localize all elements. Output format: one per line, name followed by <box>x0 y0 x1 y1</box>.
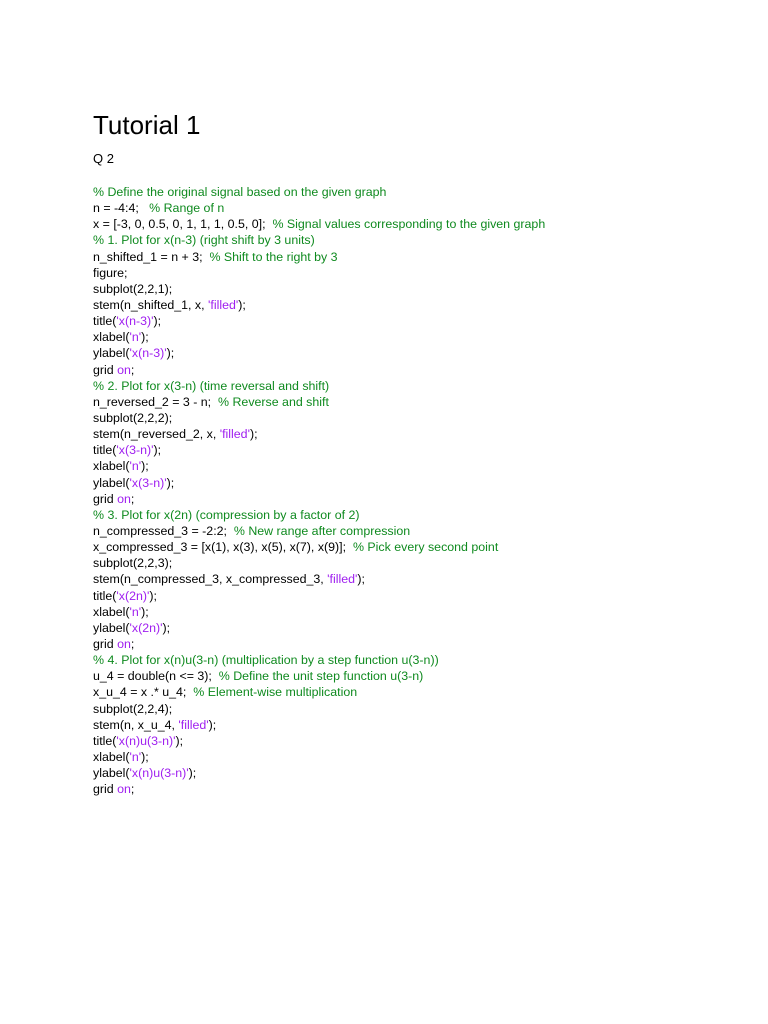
code-text: stem(n_compressed_3, x_compressed_3, <box>93 572 328 587</box>
code-string: 'x(3-n)' <box>116 443 154 458</box>
code-text: ylabel( <box>93 766 130 781</box>
code-text: ); <box>162 620 171 635</box>
code-text: xlabel( <box>93 604 130 619</box>
code-text: ); <box>141 330 149 345</box>
code-text: xlabel( <box>93 459 130 474</box>
code-line <box>93 216 753 232</box>
code-string: 'n' <box>129 749 142 764</box>
code-line <box>93 362 753 378</box>
code-text: ); <box>208 717 217 732</box>
code-text: n_reversed_2 = 3 - n; <box>93 394 219 409</box>
code-line <box>93 652 753 668</box>
code-line <box>93 281 753 297</box>
code-text: ); <box>175 733 184 748</box>
code-line <box>93 184 753 200</box>
code-text: grid <box>93 362 118 377</box>
code-line <box>93 717 753 733</box>
code-keyword: on <box>117 362 131 377</box>
code-text: ; <box>130 491 135 506</box>
code-string: 'n' <box>129 459 142 474</box>
code-line <box>93 249 753 265</box>
code-text: ); <box>141 459 149 474</box>
question-label: Q 2 <box>93 151 114 166</box>
code-comment: % 4. Plot for x(n)u(3-n) (multiplication by a step function u(3-n)) <box>93 653 439 668</box>
code-text: ylabel( <box>93 346 130 361</box>
code-text: ); <box>141 749 149 764</box>
code-line <box>93 329 753 345</box>
code-text: stem(n_shifted_1, x, <box>93 297 209 312</box>
code-text: x = [-3, 0, 0.5, 0, 1, 1, 1, 0.5, 0]; <box>93 217 273 232</box>
code-text: ylabel( <box>93 475 130 490</box>
code-string: 'x(2n)' <box>129 620 163 635</box>
code-comment: % Shift to the right by 3 <box>209 249 338 264</box>
code-line <box>93 749 753 765</box>
code-text: ; <box>130 362 135 377</box>
code-text: ); <box>249 427 258 442</box>
code-line <box>93 604 753 620</box>
code-string: 'n' <box>129 330 142 345</box>
code-line <box>93 620 753 636</box>
code-comment: % Range of n <box>149 201 225 216</box>
code-text: subplot(2,2,2); <box>93 410 173 425</box>
code-comment: % Signal values corresponding to the given graph <box>272 217 546 232</box>
code-text: x_u_4 = x .* u_4; <box>93 685 194 700</box>
code-comment: % Define the original signal based on the given graph <box>93 185 387 199</box>
page-title: Tutorial 1 <box>93 110 201 140</box>
code-line <box>93 523 753 539</box>
code-string: 'filled' <box>208 297 239 312</box>
code-text: title( <box>93 733 117 748</box>
code-line <box>93 442 753 458</box>
code-text: grid <box>93 491 118 506</box>
code-text: n_shifted_1 = n + 3; <box>93 249 210 264</box>
code-keyword: on <box>117 491 131 506</box>
code-text: ); <box>357 572 365 587</box>
code-comment: % 1. Plot for x(n-3) (right shift by 3 units) <box>93 233 315 248</box>
code-text: ylabel( <box>93 620 130 635</box>
code-line <box>93 426 753 442</box>
code-text: subplot(2,2,1); <box>93 281 173 296</box>
code-line <box>93 765 753 781</box>
code-text: u_4 = double(n <= 3); <box>93 669 219 684</box>
code-text: title( <box>93 588 117 603</box>
code-line <box>93 458 753 474</box>
code-line <box>93 313 753 329</box>
code-line <box>93 733 753 749</box>
code-text: ); <box>153 443 162 458</box>
code-line <box>93 265 753 281</box>
code-text: title( <box>93 314 117 329</box>
code-text: ); <box>238 297 246 312</box>
code-line <box>93 232 753 248</box>
code-line <box>93 636 753 652</box>
code-text: ; <box>130 636 135 651</box>
code-keyword: on <box>117 782 131 797</box>
code-comment: % Pick every second point <box>352 540 499 555</box>
code-line <box>93 345 753 361</box>
code-line <box>93 491 753 507</box>
code-line <box>93 701 753 717</box>
code-line <box>93 571 753 587</box>
code-text: ); <box>188 766 197 781</box>
code-line <box>93 378 753 394</box>
code-listing <box>93 184 753 797</box>
code-text: ); <box>149 588 157 603</box>
code-text: ); <box>166 475 175 490</box>
code-line <box>93 200 753 216</box>
code-text: figure; <box>93 265 128 280</box>
code-line <box>93 555 753 571</box>
code-line <box>93 668 753 684</box>
code-keyword: on <box>117 636 131 651</box>
code-text: ); <box>141 604 149 619</box>
code-text: n_compressed_3 = -2:2; <box>93 523 234 538</box>
code-text: grid <box>93 636 118 651</box>
code-line <box>93 588 753 604</box>
code-string: 'x(n-3)' <box>116 314 154 329</box>
code-comment: % 2. Plot for x(3-n) (time reversal and shift) <box>93 378 330 393</box>
code-line <box>93 507 753 523</box>
code-text: stem(n, x_u_4, <box>93 717 179 732</box>
code-comment: % 3. Plot for x(2n) (compression by a factor of 2) <box>93 507 360 522</box>
code-line <box>93 410 753 426</box>
code-string: 'x(3-n)' <box>129 475 167 490</box>
code-text: x_compressed_3 = [x(1), x(3), x(5), x(7), x(9)]; <box>93 540 353 555</box>
code-string: 'filled' <box>327 572 358 587</box>
code-text: subplot(2,2,3); <box>93 556 173 571</box>
code-line <box>93 475 753 491</box>
code-line <box>93 539 753 555</box>
code-text: xlabel( <box>93 749 130 764</box>
code-string: 'filled' <box>219 427 250 442</box>
code-comment: % Define the unit step function u(3-n) <box>218 669 424 684</box>
code-text: n = -4:4; <box>93 201 150 216</box>
code-comment: % New range after compression <box>233 523 411 538</box>
code-text: ); <box>153 314 162 329</box>
code-string: 'x(2n)' <box>116 588 150 603</box>
code-line <box>93 684 753 700</box>
code-text: ); <box>166 346 175 361</box>
code-string: 'x(n)u(3-n)' <box>116 733 176 748</box>
code-string: 'n' <box>129 604 142 619</box>
code-text: title( <box>93 443 117 458</box>
code-string: 'filled' <box>178 717 209 732</box>
code-line <box>93 297 753 313</box>
code-text: stem(n_reversed_2, x, <box>93 427 220 442</box>
code-text: xlabel( <box>93 330 130 345</box>
code-line <box>93 781 753 797</box>
code-string: 'x(n)u(3-n)' <box>129 766 189 781</box>
code-comment: % Element-wise multiplication <box>193 685 358 700</box>
code-text: ; <box>130 782 135 797</box>
code-comment: % Reverse and shift <box>218 394 329 409</box>
code-text: subplot(2,2,4); <box>93 701 173 716</box>
code-line <box>93 394 753 410</box>
code-text: grid <box>93 782 118 797</box>
code-string: 'x(n-3)' <box>129 346 167 361</box>
